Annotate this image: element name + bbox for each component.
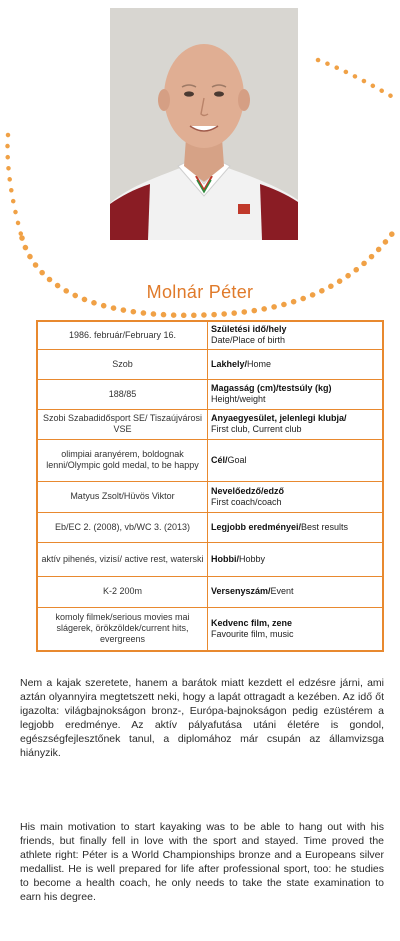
club-label bbox=[208, 409, 384, 439]
table-row bbox=[37, 607, 383, 651]
event-label-en: Event bbox=[270, 586, 294, 596]
table-row bbox=[37, 379, 383, 409]
goal-label-en: Goal bbox=[227, 454, 247, 465]
club-label-en: First club, Current club bbox=[211, 424, 302, 434]
event-label bbox=[208, 576, 384, 607]
goal-label bbox=[208, 439, 384, 481]
hobby-label-hu: Hobbi/ bbox=[211, 553, 239, 564]
goal-label-hu: Cél/ bbox=[211, 454, 228, 465]
table-row bbox=[37, 349, 383, 379]
birth-label-hu: Születési idő/hely bbox=[211, 324, 287, 335]
event-value: K-2 200m bbox=[37, 576, 208, 607]
goal-value: olimpiai aranyérem, boldognak lenni/Olympic gold medal, to be happy bbox=[37, 439, 208, 481]
table-row bbox=[37, 481, 383, 512]
height-weight-value: 188/85 bbox=[37, 379, 208, 409]
bio-hungarian: Nem a kajak szeretete, hanem a barátok miatt kezdett el edzésre járni, ami aztán olyannyira megtetszett neki, hogy a lapát ottragadt a kezében. Az idő őt igazolta: világbajnokságon bronz-, Európa-bajnokságon pedig ezüstérem a legjobb eredménye. Az aktív pályafutása utáni életére is gondol, egészségfejlesztőnek tanul, a diplomához már csupán az államvizsga hiányzik. bbox=[20, 677, 384, 759]
hobby-label bbox=[208, 542, 384, 576]
athlete-photo bbox=[110, 8, 298, 240]
hobby-label-en: Hobby bbox=[239, 553, 266, 564]
home-label-en: Home bbox=[247, 358, 272, 369]
bio-english: His main motivation to start kayaking was to be able to hang out with his friends, but finally fell in love with the sport and stayed. Time proved the athlete right: Péter is a World Championships bronze and a Europeans silver medallist. He is well prepared for life after professional sport, too: he studies to become a health coach, he only needs to take the state examination to earn his degree. bbox=[20, 821, 384, 903]
home-label-hu: Lakhely/ bbox=[211, 358, 248, 369]
home-label bbox=[208, 349, 384, 379]
favourites-label-hu: Kedvenc film, zene bbox=[211, 617, 293, 628]
table-row bbox=[37, 576, 383, 607]
birth-label bbox=[208, 321, 384, 349]
best-results-label bbox=[208, 512, 384, 542]
coach-label bbox=[208, 481, 384, 512]
height-weight-label-hu: Magasság (cm)/testsúly (kg) bbox=[211, 383, 332, 393]
club-label-hu: Anyaegyesület, jelenlegi klubja/ bbox=[211, 413, 347, 423]
favourites-label bbox=[208, 607, 384, 651]
table-row bbox=[37, 321, 383, 349]
birth-label-en: Date/Place of birth bbox=[211, 335, 286, 346]
table-row bbox=[37, 542, 383, 576]
table-row bbox=[37, 439, 383, 481]
coach-label-hu: Nevelőedző/edző bbox=[211, 485, 285, 496]
athlete-name: Molnár Péter bbox=[146, 282, 254, 302]
coach-value: Matyus Zsolt/Hüvös Viktor bbox=[37, 481, 208, 512]
athlete-portrait-image bbox=[110, 8, 298, 240]
birth-value: 1986. február/February 16. bbox=[37, 321, 208, 349]
home-value: Szob bbox=[37, 349, 208, 379]
height-weight-label bbox=[208, 379, 384, 409]
best-results-label-hu: Legjobb eredményei/ bbox=[211, 521, 302, 532]
table-row bbox=[37, 409, 383, 439]
favourites-label-en: Favourite film, music bbox=[211, 628, 294, 639]
table-row bbox=[37, 512, 383, 542]
club-value: Szobi Szabadidősport SE/ Tiszaújvárosi VSE bbox=[37, 409, 208, 439]
coach-label-en: First coach/coach bbox=[211, 496, 282, 507]
best-results-value: Eb/EC 2. (2008), vb/WC 3. (2013) bbox=[37, 512, 208, 542]
profile-table bbox=[36, 320, 384, 652]
best-results-label-en: Best results bbox=[301, 521, 349, 532]
height-weight-label-en: Height/weight bbox=[211, 394, 266, 404]
event-label-hu: Versenyszám/ bbox=[211, 586, 271, 596]
favourites-value: komoly filmek/serious movies mai slágerek, örökzöldek/current hits, evergreens bbox=[37, 607, 208, 651]
hobby-value: aktív pihenés, vizisí/ active rest, waterski bbox=[37, 542, 208, 576]
